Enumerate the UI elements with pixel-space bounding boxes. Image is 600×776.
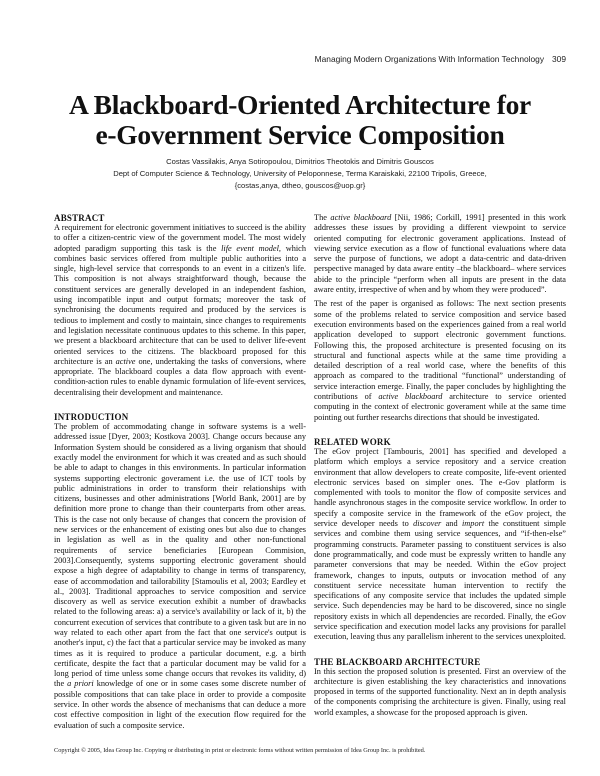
italic-text: import [462,519,485,529]
section-introduction-continued [314,213,566,423]
text-run: A requirement for electronic government initiatives to succeed is the ability to offer a citizen-centric view of the government model. The most widely adopted paradigm supporting this task is the [54,223,306,253]
text-run: The eGov project [Tambouris, 2001] has specified and developed a platform which employs a service repository and a service creation environment that allow developers to create composite, life-event oriented electronic services based on simpler ones. The e-Gov platform is complemented with tools to monitor the flow of composite services and handle asynchronous stages in the composite service workflow. In order to specify a composite service in the framework of the eGov project, the service developer needs to [314,446,566,529]
introduction-heading: INTRODUCTION [54,412,129,423]
section-introduction [54,412,306,731]
page-number: 309 [552,54,566,64]
text-run: The rest of the paper is organised as follows: The next section presents some of the problems related to service composition and service based execution environments based on the experiences gained from a real world application developed to support electronic government functions. Following this, the proposed architecture is presented focusing on its structural and functional aspects while at the same time providing a detailed description of a real world case, where the benefits of this approach as compared to the traditional “functional” understanding of service interaction emerge. Finally, the paper concludes by highlighting the contributions of [314,299,566,402]
abstract-heading: ABSTRACT [54,213,105,223]
copyright-notice: Copyright © 2005, Idea Group Inc. Copying or distributing in print or electronic forms without written permission of Idea Group Inc. is prohibited. [54,746,426,754]
abstract-body [54,223,306,398]
italic-text: active blackboard [378,392,443,402]
running-title: Managing Modern Organizations With Information Technology [314,54,545,64]
text-run: The [314,213,331,222]
text-run: [Nii, 1986; Corkill, 1991] presented in this work addresses these issues by providing a different viewpoint to service oriented computing for electronic goverament applications. Instead of viewing service execution as a flow of functional evaluations where data serve the purpose of functions, we adopt a data-centric and data-driven perspective managed by data aware entity –the blackboard– where services abide to the principle “perform when all inputs are present in the data aware entity, irrespective of when and by whom they were produced”. [314,213,566,295]
blackboard-architecture-heading: THE BLACKBOARD ARCHITECTURE [314,656,481,667]
paragraph [54,422,306,731]
paragraph [314,447,566,643]
text-run: one, undertaking the tasks of conversions, where appropriate. The blackboard couples a data flow approach with event-condition-action rules to enable dynamic formulation of life-event services, decentralising their development and maintenance. [54,356,306,397]
italic-text: discover [413,519,442,529]
text-run: knowledge of one or in some cases some discrete number of possible compositions that can take place in order to provide a composite service. In other words the absence of mechanisms that can deduce a more cost effective composition in light of the execution flow required for the evaluation of such a composite service. [54,679,307,730]
introduction-body [54,422,306,731]
blackboard-architecture-body [314,667,566,718]
text-run: In this section the proposed solution is presented. First an overview of the architecture is given establishing the key characteristics and innovations proposed in terms of the supported functionality. Next an in depth analysis of the components comprising the architecture is given. Finally, using real world examples, a showcase for the proposed approach is given. [314,666,566,717]
text-run: and [441,519,462,529]
right-column [314,213,566,722]
author-emails: {costas,anya, dtheo, gouscos@uop.gr} [234,181,366,190]
section-abstract [54,213,306,398]
related-work-body [314,447,566,643]
italic-text: life event model [221,243,279,253]
author-affiliation: Dept of Computer Science & Technology, University of Peloponnese, Terma Karaiskaki, 22100 Tripolis, Greece, [113,169,487,178]
section-blackboard-architecture [314,657,566,718]
paragraph [314,299,566,423]
left-column [54,213,306,735]
paragraph [314,213,566,295]
author-names: Costas Vassilakis, Anya Sotiropoulou, Dimitrios Theotokis and Dimitris Gouscos [166,157,434,166]
text-run: architecture to service oriented computing in the context of electronic goverament while at the same time pointing out further researchs directions that should be investigated. [314,392,566,422]
italic-text: active [115,356,136,366]
text-run: , which combines basic services offered from multiple public authorities into a single, high-level service that corresponds to an event in a citizen's life. This composition is not always straightforward though, because the constituent services are generally developed in an independent fashion, using incompatible input and output formats; moreover the task of synchronising the documents required and produced by the services is tedious to implement and costly to maintain, since changes to requirements and legislation necessitate continuous updates to this scheme. In this paper, we present a blackboard architecture that can be used to deliver life-event oriented services to the citizens. The blackboard proposed for this architecture is an [54,243,306,366]
related-work-heading: RELATED WORK [314,436,391,447]
section-related-work [314,437,566,643]
italic-text: a priori [67,679,94,689]
body-columns [54,0,566,735]
title-line-2: e-Government Service Composition [95,119,505,150]
paragraph [314,667,566,718]
title-line-1: A Blackboard-Oriented Architecture for [69,89,531,120]
paragraph [54,223,306,398]
italic-text: active blackboard [330,213,392,222]
text-run: The problem of accommodating change in software systems is a well-addressed issue [Dyer, 2003; Kostkova 2003]. Change occurs because any Information System should be considered as a living organism that should exactly model the environment for which it was created and as such should be able to adapt to changes in this environments. In particular information systems supporting electronic goverament i.e. the use of ICT tools by public administrations in order to transform their relationships with citizens, businesses and other administrations [World Bank, 2001] are by definition more prone to change than their counterparts from other areas. This is the case not only because of changes that concern the provision of new services or the enhancement of existing ones but also due to changes in legislation as well as in the quality and other non-functional requirements of service beneficiaries [European Commision, 2003].Consequently, systems supporting electronic goverament should expose a high degree of adaptability to change in terms of transparency, ease of accommodation and tailorability [Stamoulis et al, 2003; Eardley et al., 2003]. Traditional approaches to service composition and service discovery as well as service execution exhibit a number of drawbacks related to the following areas: a) a service's availability or lack of it, b) the concurrent execution of services that contribute to a given task but are in no way related to each other apart from the fact that one service's output is another's input, c) the fact that a particular service may be invoked as many times as it is required to produce a particular document, e.g. a birth certificate, despite the fact that a particular document may be valid for a long period of time unless some change occurs that revokes its validity, d) the [54,422,306,689]
introduction-continued-body [314,213,566,423]
text-run: the constituent simple services and combine them using service sequences, and “if-then-else” programming constructs. Parameter passing to constituent services is also done programmatically, and code must be expressly written to handle any parameter conversions that may be needed. Within the eGov project framework, changes to inputs, outputs or invocation method of any constituent service necessitate human intervention to rectify the specifications of any composite service that includes the updated simple service. Such dependencies may be hard to be discovered, since no single repository exists in which all dependencies are recorded. Finally, the eGov service specification and execution model lacks any provisions for parallel execution, leaving thus any parallelism inherent to the services unexploited. [314,519,566,642]
